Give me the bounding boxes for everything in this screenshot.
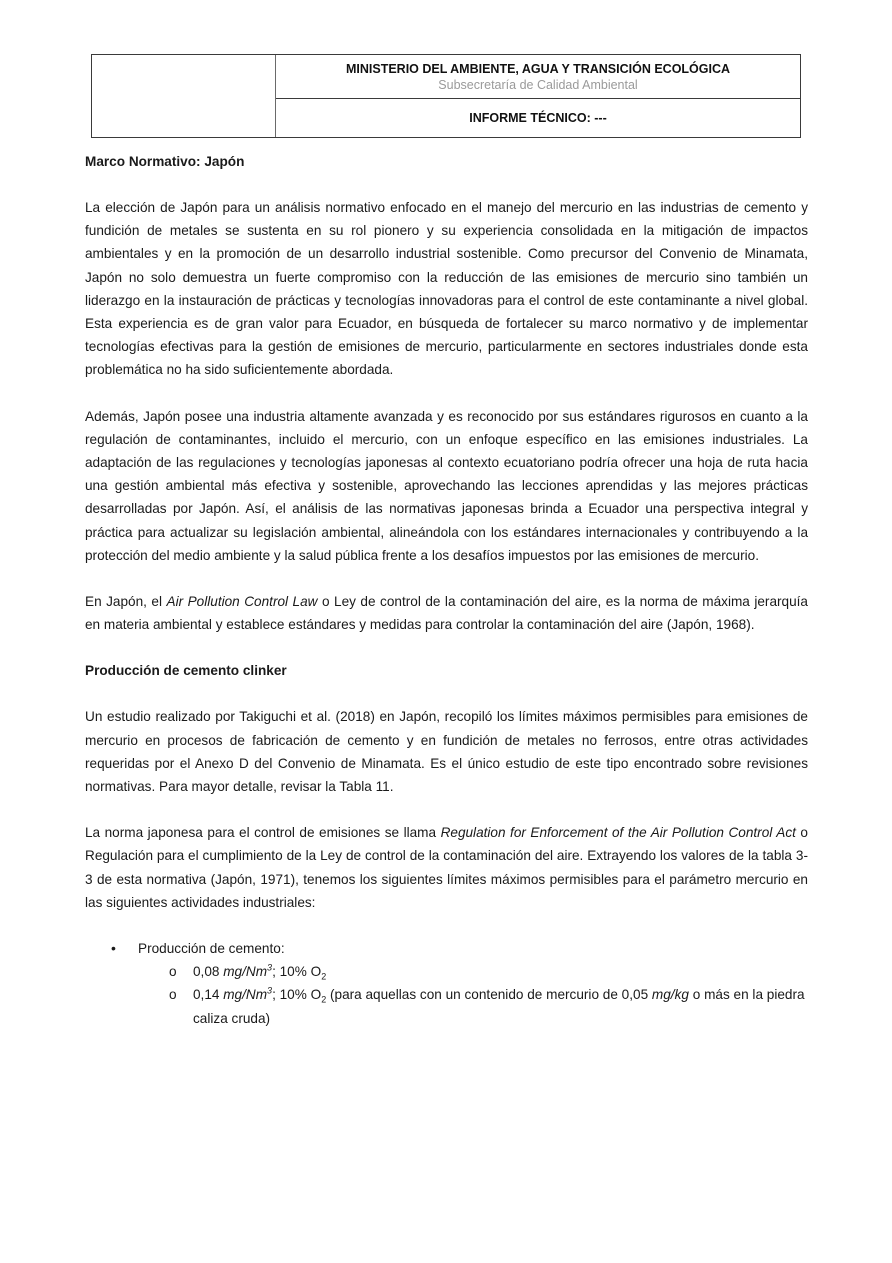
oxygen-ref: ; 10% O bbox=[272, 987, 322, 1003]
ministry-name: MINISTERIO DEL AMBIENTE, AGUA Y TRANSICIÓN ECOLÓGICA bbox=[345, 61, 731, 76]
subscript: 2 bbox=[321, 995, 327, 1006]
section-title-marco-normativo: Marco Normativo: Japón bbox=[85, 154, 245, 169]
value: 0,08 bbox=[193, 964, 224, 980]
condition: (para aquellas con un contenido de mercurio de 0,05 bbox=[326, 987, 652, 1003]
text: En Japón, el bbox=[85, 594, 167, 610]
limits-list bbox=[85, 937, 808, 1030]
document-body bbox=[85, 150, 808, 1030]
text: o Regulación para el cumplimiento de la Ley de control de la contaminación del aire. Extrayendo los valores de la tabla 3-3 de esta normativa (Japón, 1971), tenemos los siguientes límites máximos permisibles para el parámetro mercurio en las siguientes actividades industriales: bbox=[85, 825, 808, 910]
unit-exponent: 3 bbox=[267, 962, 273, 973]
report-label: INFORME TÉCNICO: --- bbox=[469, 111, 607, 125]
section-title-cemento-clinker: Producción de cemento clinker bbox=[85, 663, 287, 679]
paragraph-3 bbox=[85, 590, 808, 636]
paragraph-5 bbox=[85, 821, 808, 914]
unit: mg/kg bbox=[651, 987, 689, 1003]
unit-exponent: 3 bbox=[267, 985, 273, 996]
bullet-label: Producción de cemento: bbox=[138, 941, 285, 957]
list-item-limit-1 bbox=[138, 960, 808, 983]
law-name: Air Pollution Control Law bbox=[166, 594, 318, 610]
document-header-table bbox=[91, 54, 801, 138]
paragraph-4: Un estudio realizado por Takiguchi et al. (2018) en Japón, recopiló los límites máximos permisibles para emisiones de mercurio en procesos de fabricación de cemento y en fundición de metales no ferrosos, entre otras actividades requeridas por el Anexo D del Convenio de Minamata. Es el único estudio de este tipo encontrado sobre revisiones normativas. Para mayor detalle, revisar la Tabla 11. bbox=[85, 709, 808, 795]
regulation-name: Regulation for Enforcement of the Air Pollution Control Act bbox=[440, 825, 796, 841]
text: La norma japonesa para el control de emisiones se llama bbox=[85, 825, 441, 841]
paragraph-1: La elección de Japón para un análisis normativo enfocado en el manejo del mercurio en las industrias de cemento y fundición de metales se sustenta en su rol pionero y su experiencia consolidada en la mitigación de impactos ambientales y en la promoción de un desarrollo industrial sostenible. Como precursor del Convenio de Minamata, Japón no solo demuestra un fuerte compromiso con la reducción de las emisiones de mercurio sino también un liderazgo en la instauración de prácticas y tecnologías innovadoras para el control de este contaminante a nivel global. Esta experiencia es de gran valor para Ecuador, en búsqueda de fortalecer su marco normativo y de implementar tecnologías efectivas para la gestión de emisiones de mercurio, particularmente en sectores industriales donde esta problemática no ha sido suficientemente abordada. bbox=[85, 200, 808, 378]
unit: mg/Nm bbox=[223, 964, 268, 980]
subscript: 2 bbox=[321, 972, 327, 982]
list-item-limit-2 bbox=[138, 983, 808, 1029]
header-info-cell bbox=[276, 55, 800, 137]
paragraph-2: Además, Japón posee una industria altamente avanzada y es reconocido por sus estándares rigurosos en cuanto a la regulación de contaminantes, incluido el mercurio, con un enfoque específico en las emisiones industriales. La adaptación de las regulaciones y tecnologías japonesas al contexto ecuatoriano podría ofrecer una hoja de ruta hacia una gestión ambiental más efectiva y sostenible, aprovechando las lecciones aprendidas y las mejores prácticas desarrolladas por Japón. Así, el análisis de las normativas japonesas brinda a Ecuador una perspectiva integral y práctica para actualizar su legislación ambiental, alineándola con los estándares internacionales y contribuyendo a la protección del medio ambiente y la salud pública frente a los desafíos impuestos por las emisiones de mercurio. bbox=[85, 408, 808, 563]
list-item-cemento bbox=[85, 937, 808, 1030]
subsecretaria-name: Subsecretaría de Calidad Ambiental bbox=[438, 77, 638, 92]
logo-cell bbox=[92, 55, 276, 137]
unit: mg/Nm bbox=[223, 987, 268, 1003]
oxygen-ref: ; 10% O bbox=[272, 964, 322, 980]
ministry-cell bbox=[276, 55, 800, 99]
sub-list bbox=[138, 960, 808, 1030]
condition-end: o más en la piedra caliza cruda) bbox=[193, 987, 805, 1026]
text: o Ley de control de la contaminación del aire, es la norma de máxima jerarquía en materia ambiental y establece estándares y medidas para controlar la contaminación del aire (Japón, 1968). bbox=[85, 594, 808, 633]
value: 0,14 bbox=[193, 987, 224, 1003]
